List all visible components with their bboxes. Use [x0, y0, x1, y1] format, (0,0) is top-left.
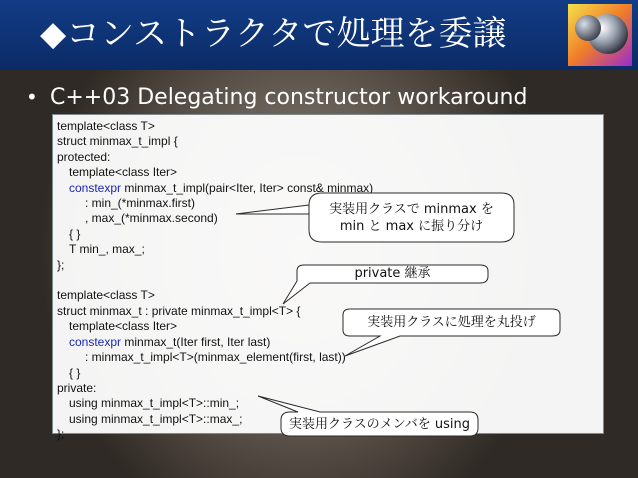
code-line: private:: [57, 380, 97, 395]
code-line: using minmax_t_impl<T>::max_;: [69, 411, 243, 426]
callout-text-split: [309, 201, 514, 235]
code-line: { }: [69, 226, 81, 241]
callout-text-delegate: 実装用クラスに処理を丸投げ: [367, 315, 536, 330]
code-line: protected:: [57, 149, 111, 164]
code-line: template<class Iter>: [69, 165, 178, 180]
code-line: };: [57, 257, 65, 272]
code-line: T min_, max_;: [69, 242, 145, 257]
callout-text-line: 実装用クラスで minmax を: [329, 202, 494, 217]
code-line: struct minmax_t : private minmax_t_impl<T> {: [57, 303, 301, 318]
code-line: template<class T>: [57, 119, 155, 133]
keyword-constexpr: constexpr: [69, 334, 122, 349]
code-line: : minmax_t_impl<T>(minmax_element(first, last)): [85, 350, 346, 365]
code-line: , max_(*minmax.second): [85, 211, 218, 226]
callout-text-using: 実装用クラスのメンバを using: [289, 417, 470, 432]
slide-title: ◆コンストラクタで処理を委譲: [40, 14, 507, 54]
code-text: minmax_t_impl(pair<Iter, Iter> const& minmax): [121, 180, 374, 195]
code-line: : min_(*minmax.first): [85, 196, 196, 211]
callout-text-private: private 継承: [354, 266, 431, 281]
code-line: { }: [69, 365, 81, 380]
code-line: };: [57, 427, 65, 442]
callout-text-line: min と max に振り分け: [339, 219, 484, 234]
code-line: template<class T>: [57, 288, 155, 303]
code-line: struct minmax_t_impl {: [57, 134, 178, 149]
code-line: using minmax_t_impl<T>::min_;: [69, 396, 240, 411]
code-line: template<class Iter>: [69, 319, 178, 334]
bullet-text: C++03 Delegating constructor workaround: [50, 85, 528, 110]
bullet-dot: •: [26, 85, 38, 109]
code-text: minmax_t(Iter first, Iter last): [121, 334, 271, 349]
keyword-constexpr: constexpr: [69, 180, 122, 195]
